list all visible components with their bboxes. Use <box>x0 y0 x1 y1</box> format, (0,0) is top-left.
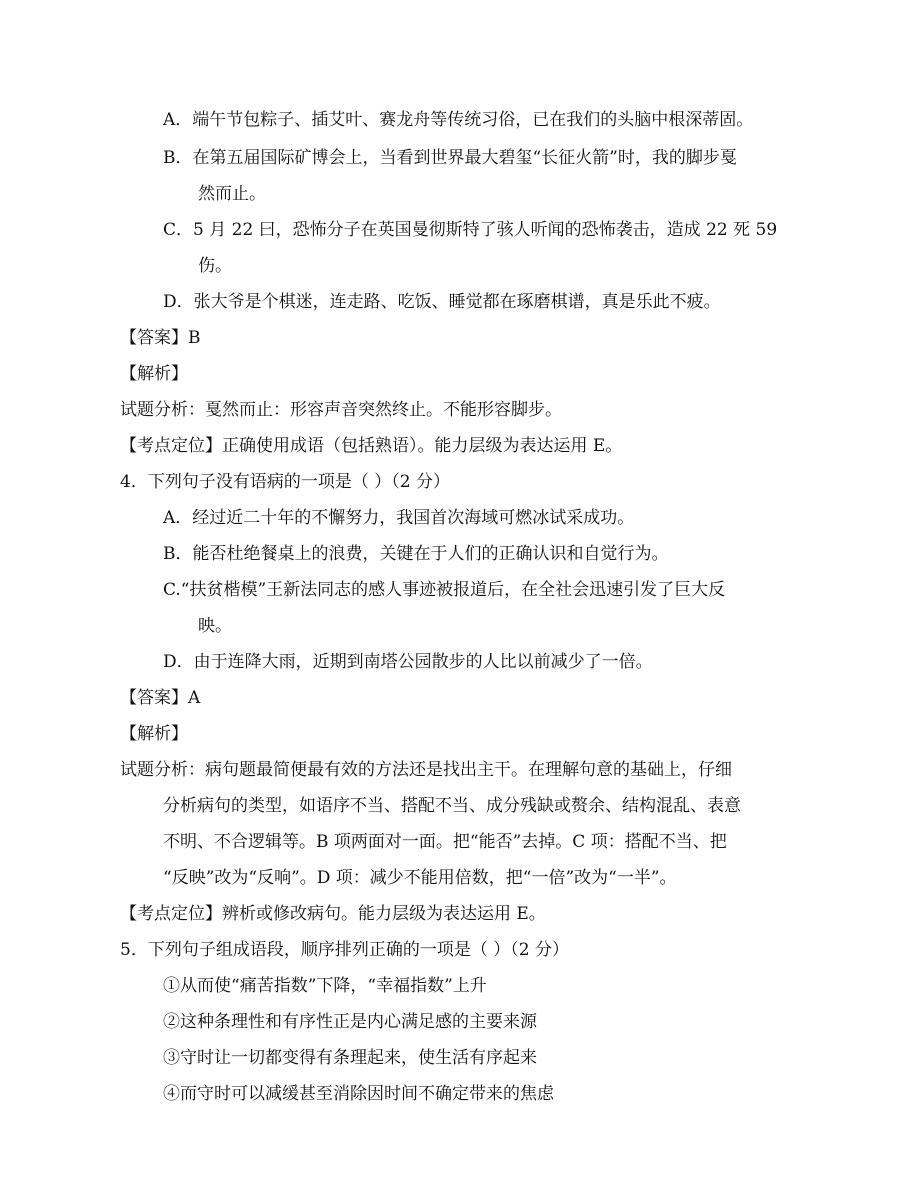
q4-analysis-heading: 【解析】 <box>120 724 188 744</box>
q5-sentence-3: ③守时让一切都变得有条理起来，使生活有序起来 <box>163 1048 537 1068</box>
q4-option-d: D．由于连降大雨，近期到南塔公园散步的人比以前减少了一倍。 <box>163 652 653 672</box>
q4-analysis-line-2: 分析病句的类型，如语序不当、搭配不当、成分残缺或赘余、结构混乱、表意 <box>163 796 741 816</box>
q4-answer: 【答案】A <box>120 688 201 708</box>
q4-analysis-line-4: “反映”改为“反响”。D 项：减少不能用倍数，把“一倍”改为“一半”。 <box>163 868 677 888</box>
q3-analysis: 试题分析：戛然而止：形容声音突然终止。不能形容脚步。 <box>120 400 562 420</box>
q3-exam-point: 【考点定位】正确使用成语（包括熟语）。能力层级为表达运用 E。 <box>120 436 623 456</box>
q4-exam-point: 【考点定位】辨析或修改病句。能力层级为表达运用 E。 <box>120 904 546 924</box>
q3-answer: 【答案】B <box>120 328 201 348</box>
q4-option-b: B．能否杜绝餐桌上的浪费，关键在于人们的正确认识和自觉行为。 <box>163 544 669 564</box>
q3-option-c: C．5 月 22 曰，恐怖分子在英国曼彻斯特了骇人听闻的恐怖袭击，造成 22 死 59 <box>163 220 778 240</box>
q3-option-a: A．端午节包粽子、插艾叶、赛龙舟等传统习俗，已在我们的头脑中根深蒂固。 <box>163 110 754 130</box>
q4-analysis-line-1: 试题分析：病句题最简便最有效的方法还是找出主干。在理解句意的基础上，仔细 <box>120 760 732 780</box>
q3-analysis-heading: 【解析】 <box>120 364 188 384</box>
q4-analysis-line-3: 不明、不合逻辑等。B 项两面对一面。把“能否”去掉。C 项：搭配不当、把 <box>163 832 727 852</box>
q3-option-d: D．张大爷是个棋迷，连走路、吃饭、睡觉都在琢磨棋谱，真是乐此不疲。 <box>163 292 721 312</box>
q5-sentence-1: ①从而使“痛苦指数”下降，“幸福指数”上升 <box>163 976 487 996</box>
q4-option-c: C.“扶贫楷模”王新法同志的感人事迹被报道后，在全社会迅速引发了巨大反 <box>163 580 726 600</box>
q5-sentence-2: ②这种条理性和有序性正是内心满足感的主要来源 <box>163 1012 537 1032</box>
q5-stem: 5．下列句子组成语段，顺序排列正确的一项是（ ）（2 分） <box>120 940 569 960</box>
q5-sentence-4: ④而守时可以减缓甚至消除因时间不确定带来的焦虑 <box>163 1084 554 1104</box>
q4-option-c-cont: 映。 <box>198 616 232 636</box>
q3-option-b: B．在第五届国际矿博会上，当看到世界最大碧玺“长征火箭”时，我的脚步戛 <box>163 148 737 168</box>
q3-option-b-cont: 然而止。 <box>198 184 266 204</box>
q4-option-a: A．经过近二十年的不懈努力，我国首次海域可燃冰试采成功。 <box>163 508 635 528</box>
q4-stem: 4．下列句子没有语病的一项是（ ）（2 分） <box>120 472 450 492</box>
q3-option-c-cont: 伤。 <box>198 256 232 276</box>
